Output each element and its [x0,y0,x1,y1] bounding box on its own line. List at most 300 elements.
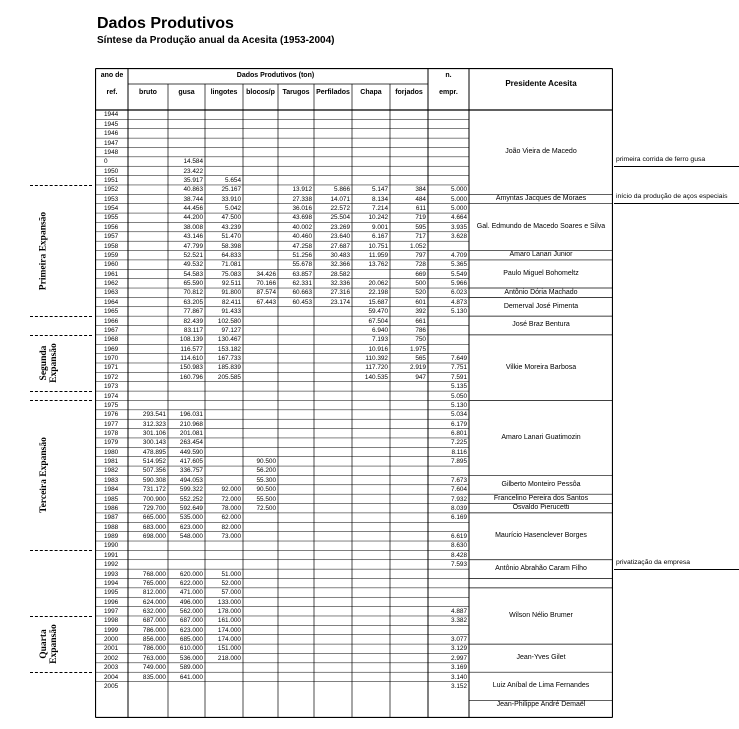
data-cell: 590.308 [142,476,166,484]
data-cell: 565 [415,355,426,363]
data-cell: 167.733 [217,355,241,363]
data-cell: 40.863 [183,186,203,194]
data-cell: 13.762 [368,261,388,269]
data-cell: 698.000 [142,533,166,541]
data-cell: 92.511 [221,280,241,288]
year-cell: 1978 [104,429,119,437]
employees-cell: 7.593 [451,561,467,569]
president-cell: José Braz Bentura [512,321,570,329]
data-cell: 83.117 [183,326,203,334]
employees-cell: 8.428 [451,551,467,559]
data-cell: 62.000 [221,514,241,522]
data-cell: 620.000 [179,570,203,578]
year-cell: 2005 [104,682,119,690]
employees-cell: 4.887 [451,608,467,615]
employees-cell: 3.152 [451,682,467,690]
data-cell: 71.081 [221,261,241,269]
data-cell: 786.000 [142,626,166,634]
year-cell: 1972 [104,373,119,381]
employees-cell: 5.365 [451,261,467,269]
data-cell: 140.535 [364,373,388,381]
employees-cell: 3.129 [451,645,467,653]
data-cell: 64.833 [221,251,241,259]
president-cell: Amyntas Jacques de Moraes [495,195,587,202]
note-underline [614,203,739,204]
data-cell: 91.800 [221,289,241,297]
data-cell: 22.572 [330,205,350,213]
data-cell: 72.000 [221,495,241,503]
data-cell: 97.127 [221,326,241,334]
data-cell: 6.167 [372,233,388,241]
employees-cell: 8.630 [451,542,467,550]
data-cell: 78.000 [221,504,241,512]
data-cell: 417.605 [179,458,203,466]
data-cell: 8.134 [372,195,388,203]
data-cell: 54.583 [183,270,203,278]
page-title: Dados Produtivos [97,15,234,32]
data-cell: 32.366 [330,261,350,269]
data-cell: 174.000 [217,626,241,634]
employees-cell: 5.135 [451,383,467,391]
employees-cell: 3.382 [451,617,467,625]
employees-cell: 7.895 [451,458,467,466]
data-cell: 2.919 [410,364,426,372]
data-cell: 589.000 [179,664,203,672]
data-cell: 23.174 [330,298,350,306]
employees-cell: 5.000 [451,186,467,194]
president-cell: João Vieira de Macedo [505,148,577,156]
data-cell: 151.000 [217,645,241,653]
phase-boundary [30,391,92,392]
phase-label: Quarta Expansão [38,624,59,664]
data-cell: 599.322 [179,486,203,494]
data-cell: 82.000 [221,523,241,531]
year-cell: 1960 [104,261,119,269]
column-header: forjados [395,89,423,96]
data-cell: 51.000 [221,570,241,578]
side-note: privatização da empresa [616,558,691,566]
data-cell: 765.000 [142,579,166,587]
year-cell: 1966 [104,317,119,325]
data-cell: 102.580 [217,317,241,325]
data-cell: 641.000 [179,673,203,681]
data-cell: 622.000 [179,579,203,587]
phase-label: Terceira Expansão [39,437,49,514]
phase-boundary [30,550,92,551]
employees-cell: 5.966 [451,280,467,288]
president-cell: Maurício Hasenclever Borges [495,532,587,540]
data-cell: 40.460 [292,233,312,241]
data-cell: 23.422 [183,167,203,175]
data-cell: 9.001 [372,223,388,231]
employees-cell: 3.077 [451,636,467,644]
year-cell: 1951 [104,176,119,184]
data-cell: 624.000 [142,598,166,606]
year-cell: 1956 [104,223,119,231]
year-cell: 1988 [104,523,119,531]
data-cell: 114.610 [180,355,203,363]
data-cell: 484 [415,195,426,203]
employees-header-bottom: empr. [439,89,458,96]
president-cell: Antônio Dória Machado [504,288,578,296]
data-cell: 27.316 [330,289,350,297]
year-cell: 1969 [104,345,119,353]
year-cell: 1957 [104,233,119,241]
data-cell: 592.649 [179,504,203,512]
data-cell: 57.000 [221,589,241,597]
data-cell: 44.200 [183,214,203,222]
note-underline [614,166,739,167]
data-cell: 15.687 [368,298,388,306]
data-cell: 43.146 [183,233,203,241]
data-cell: 731.172 [142,486,166,494]
data-cell: 687.000 [142,617,166,625]
data-cell: 27.338 [292,195,312,203]
employees-cell: 4.873 [451,298,467,306]
year-cell: 1961 [104,270,119,278]
phase-boundary [30,672,92,673]
data-cell: 52.521 [183,251,203,259]
year-cell: 1947 [104,139,119,147]
data-cell: 685.000 [179,636,203,644]
data-cell: 10.751 [368,242,388,250]
data-cell: 856.000 [142,636,166,644]
year-cell: 1973 [104,383,119,391]
president-cell: Jean-Philippe André Demaël [496,700,586,708]
data-cell: 58.398 [221,242,241,250]
data-cell: 623.000 [179,523,203,531]
data-cell: 108.139 [179,336,203,344]
year-cell: 1996 [104,598,119,606]
data-cell: 47.258 [292,242,312,250]
data-cell: 1.052 [410,242,426,250]
column-header: lingotes [210,89,238,96]
year-cell: 1984 [104,486,119,494]
year-header-top: ano de [100,72,124,79]
data-cell: 47.500 [221,214,241,222]
data-cell: 218.000 [217,654,241,662]
data-cell: 293.541 [142,411,166,419]
data-cell: 51.256 [292,251,312,259]
data-cell: 6.940 [372,326,388,334]
employees-cell: 7.673 [451,476,467,484]
data-cell: 38.008 [183,223,203,231]
data-cell: 34.426 [256,270,276,278]
employees-cell: 7.604 [451,486,467,494]
data-cell: 28.582 [330,270,350,278]
employees-cell: 5.130 [451,308,467,316]
data-cell: 52.000 [221,579,241,587]
note-underline [614,569,739,570]
year-cell: 1975 [104,401,119,409]
year-cell: 1999 [104,626,119,634]
year-cell: 1945 [104,120,119,128]
employees-cell: 3.935 [451,223,467,231]
data-cell: 82.411 [221,298,241,306]
data-cell: 43.239 [221,223,241,231]
production-table [95,68,613,718]
data-cell: 65.590 [183,280,203,288]
data-cell: 25.167 [221,186,241,194]
year-cell: 1998 [104,617,119,625]
data-cell: 90.500 [256,458,276,466]
page-subtitle: Síntese da Produção anual da Acesita (1953-2004) [97,35,335,46]
data-cell: 507.356 [142,467,166,475]
data-cell: 55.300 [256,476,276,484]
president-header: Presidente Acesita [505,79,577,88]
year-cell: 1948 [104,148,119,156]
data-cell: 43.698 [292,214,312,222]
data-cell: 535.000 [179,514,203,522]
data-cell: 25.504 [330,214,350,222]
year-cell: 1964 [104,298,119,306]
year-cell: 1986 [104,504,119,512]
employees-cell: 7.649 [451,355,467,363]
side-note: primeira corrida de ferro gusa [616,155,706,163]
year-cell: 1962 [104,280,119,288]
year-cell: 1967 [104,326,119,334]
data-cell: 82.439 [183,317,203,325]
data-cell: 117.720 [365,364,388,372]
data-cell: 595 [415,223,426,231]
data-cell: 70.166 [256,280,276,288]
year-cell: 2000 [104,636,119,644]
employees-cell: 7.932 [451,495,467,503]
year-cell: 1950 [104,167,119,175]
data-cell: 110.392 [365,355,388,363]
year-cell: 1994 [104,579,119,587]
data-cell: 201.081 [179,429,203,437]
data-cell: 797 [415,251,426,259]
data-cell: 665.000 [142,514,166,522]
year-cell: 1968 [104,336,119,344]
phase-label: Primeira Expansão [39,211,50,290]
year-cell: 1958 [104,242,119,250]
president-cell: Antônio Abrahão Caram Filho [495,565,587,573]
data-cell: 77.867 [183,308,203,316]
data-cell: 763.000 [142,654,166,662]
data-cell: 130.467 [217,336,241,344]
data-cell: 62.331 [292,280,312,288]
employees-cell: 7.751 [451,364,467,372]
employees-cell: 5.000 [451,195,467,203]
year-cell: 1976 [104,411,119,419]
data-cell: 75.083 [221,270,241,278]
data-cell: 13.912 [292,186,312,194]
column-header: Perfilados [316,89,350,96]
data-cell: 947 [415,373,426,381]
data-cell: 10.242 [368,214,388,222]
data-cell: 632.000 [142,608,166,615]
year-cell: 1997 [104,608,119,615]
employees-cell: 3.140 [451,673,467,681]
employees-cell: 6.179 [451,420,467,428]
data-cell: 40.002 [292,223,312,231]
data-cell: 661 [415,317,426,325]
employees-cell: 3.628 [451,233,467,241]
year-cell: 1990 [104,542,119,550]
employees-cell: 8.116 [451,448,467,456]
data-cell: 51.470 [221,233,241,241]
data-cell: 161.000 [217,617,241,625]
column-header: Chapa [360,89,382,96]
data-cell: 263.454 [179,439,203,447]
data-cell: 611 [415,205,426,213]
data-cell: 610.000 [179,645,203,653]
year-cell: 2002 [104,654,119,662]
data-cell: 300.143 [142,439,166,447]
data-cell: 786 [415,326,426,334]
year-cell: 1982 [104,467,119,475]
year-cell: 1965 [104,308,119,316]
data-cell: 496.000 [179,598,203,606]
employees-cell: 8.039 [451,504,467,512]
data-cell: 5.654 [225,176,241,184]
data-cell: 63.205 [183,298,203,306]
year-cell: 0 [104,158,108,166]
year-cell: 1987 [104,514,119,522]
data-cell: 1.975 [410,345,426,353]
year-cell: 1971 [104,364,119,372]
data-cell: 384 [415,186,426,194]
employees-cell: 5.050 [451,392,467,400]
employees-header-top: n. [445,72,452,79]
data-cell: 67.504 [368,317,388,325]
data-cell: 7.193 [372,336,388,344]
president-cell: Demerval José Pimenta [503,302,579,310]
data-cell: 500 [415,280,426,288]
data-cell: 812.000 [142,589,166,597]
employees-cell: 6.619 [451,533,467,541]
employees-cell: 6.023 [451,289,467,297]
year-cell: 1993 [104,570,119,578]
president-cell: Vilkie Moreira Barbosa [505,363,577,371]
data-cell: 562.000 [179,608,203,615]
phase-label: Segunda Expansão [38,343,59,383]
data-cell: 185.839 [217,364,241,372]
data-cell: 687.000 [179,617,203,625]
year-cell: 1983 [104,476,119,484]
data-cell: 92.000 [221,486,241,494]
employees-cell: 4.709 [451,251,467,259]
president-cell: Jean-Yves Gilet [516,654,566,662]
year-cell: 2001 [104,645,119,653]
data-cell: 23.640 [330,233,350,241]
data-cell: 32.336 [330,280,350,288]
employees-cell: 5.034 [451,411,467,419]
data-cell: 49.532 [183,261,203,269]
data-cell: 56.200 [256,467,276,475]
employees-cell: 6.801 [451,429,467,437]
employees-cell: 7.225 [451,439,467,447]
column-header: blocos/p [246,89,275,96]
data-cell: 536.000 [179,654,203,662]
data-cell: 205.585 [217,373,241,381]
data-cell: 700.900 [142,495,166,503]
data-cell: 33.910 [221,195,241,203]
data-cell: 60.663 [292,289,312,297]
data-cell: 27.687 [330,242,350,250]
data-cell: 90.500 [256,486,276,494]
data-cell: 10.916 [368,345,388,353]
employees-cell: 5.000 [451,205,467,213]
year-cell: 1952 [104,186,119,194]
data-cell: 44.456 [183,205,203,213]
production-group-header: Dados Produtivos (ton) [236,72,315,79]
year-cell: 1955 [104,214,119,222]
data-cell: 392 [415,308,426,316]
year-cell: 2003 [104,664,119,672]
year-cell: 1946 [104,130,119,138]
year-cell: 1979 [104,439,119,447]
data-cell: 514.952 [142,458,166,466]
year-cell: 1974 [104,392,119,400]
data-cell: 47.799 [183,242,203,250]
data-cell: 494.053 [179,476,203,484]
data-cell: 471.000 [179,589,203,597]
data-cell: 20.062 [368,280,388,288]
data-cell: 55.500 [256,495,276,503]
data-cell: 683.000 [142,523,166,531]
data-cell: 160.796 [179,373,203,381]
data-cell: 728 [415,261,426,269]
president-cell: Osvaldo Pierucetti [512,504,570,512]
data-cell: 59.470 [368,308,388,316]
data-cell: 601 [415,298,426,306]
side-note: início da produção de aços especiais [616,193,728,201]
year-cell: 1991 [104,551,119,559]
data-cell: 196.031 [179,411,203,419]
data-cell: 87.574 [256,289,276,297]
year-cell: 1995 [104,589,119,597]
year-cell: 2004 [104,673,119,681]
data-cell: 11.959 [368,251,388,259]
data-cell: 35.917 [183,176,203,184]
data-cell: 60.453 [292,298,312,306]
data-cell: 749.000 [142,664,166,672]
data-cell: 312.323 [142,420,166,428]
data-cell: 153.182 [217,345,241,353]
data-cell: 23.269 [330,223,350,231]
president-cell: Wilson Nélio Brumer [509,611,573,619]
president-cell [469,579,613,588]
employees-cell: 6.169 [451,514,467,522]
column-header: bruto [139,89,157,96]
data-cell: 91.433 [221,308,241,316]
data-cell: 478.895 [142,448,166,456]
president-cell: Paulo Miguel Bohomeltz [503,269,579,277]
data-cell: 70.812 [183,289,203,297]
year-cell: 1954 [104,205,119,213]
year-cell: 1953 [104,195,119,203]
president-cell: Amaro Lanari Junior [509,251,573,259]
data-cell: 22.198 [368,289,388,297]
data-cell: 336.757 [179,467,203,475]
data-cell: 623.000 [179,626,203,634]
data-cell: 55.678 [292,261,312,269]
data-cell: 14.071 [330,195,350,203]
data-cell: 449.590 [179,448,203,456]
data-cell: 552.252 [179,495,203,503]
year-cell: 1944 [104,111,119,119]
employees-cell: 5.549 [451,270,467,278]
president-cell: Gal. Edmundo de Macedo Soares e Silva [476,223,606,231]
data-cell: 717 [415,233,426,241]
data-cell: 520 [415,289,426,297]
data-cell: 719 [415,214,426,222]
data-cell: 7.214 [372,205,388,213]
president-cell: Amaro Lanari Guatimozin [501,433,581,441]
